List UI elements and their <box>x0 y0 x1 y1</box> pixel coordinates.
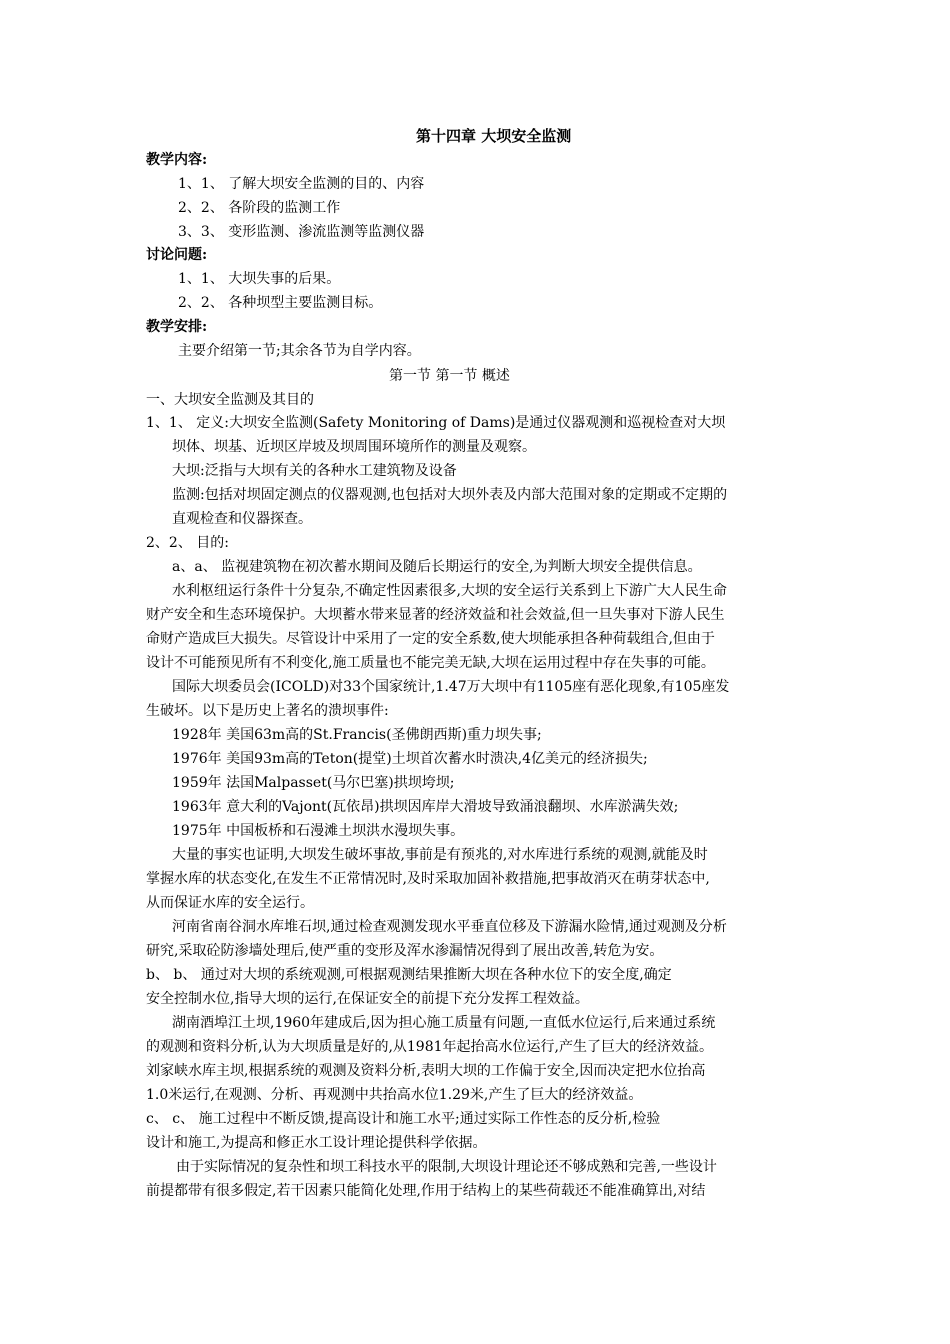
discussion-item: 2、2、 各种坝型主要监测目标。 <box>178 295 383 311</box>
paragraph-line: 大量的事实也证明,大坝发生破坏事故,事前是有预兆的,对水库进行系统的观测,就能及时 <box>172 847 708 863</box>
dam-failure-event: 1975年 中国板桥和石漫滩土坝洪水漫坝失事。 <box>172 823 465 839</box>
paragraph-line: 刘家峡水库主坝,根据系统的观测及资料分析,表明大坝的工作偏于安全,因而决定把水位抬高 <box>146 1063 706 1079</box>
section-title: 第一节 第一节 概述 <box>389 368 510 384</box>
purpose-item-c: c、 c、 施工过程中不断反馈,提高设计和施工水平;通过实际工作性态的反分析,检验 <box>146 1111 661 1127</box>
paragraph-line: 生破坏。以下是历史上著名的溃坝事件: <box>146 703 389 719</box>
teaching-content-item: 3、3、 变形监测、渗流监测等监测仪器 <box>178 224 425 240</box>
dam-definition: 大坝:泛指与大坝有关的各种水工建筑物及设备 <box>172 463 457 479</box>
arrangement-heading: 教学安排: <box>146 319 208 335</box>
dam-failure-event: 1959年 法国Malpasset(马尔巴塞)拱坝垮坝; <box>172 775 455 791</box>
paragraph-line: 设计不可能预见所有不利变化,施工质量也不能完美无缺,大坝在运用过程中存在失事的可能。 <box>146 655 715 671</box>
purpose-item-c: 设计和施工,为提高和修正水工设计理论提供科学依据。 <box>146 1135 487 1151</box>
paragraph-line: 由于实际情况的复杂性和坝工科技水平的限制,大坝设计理论还不够成熟和完善,一些设计 <box>176 1159 717 1175</box>
purpose-item-b: 安全控制水位,指导大坝的运行,在保证安全的前提下充分发挥工程效益。 <box>146 991 589 1007</box>
purpose-heading: 2、2、 目的: <box>146 535 229 551</box>
teaching-content-item: 2、2、 各阶段的监测工作 <box>178 200 341 216</box>
dam-failure-event: 1928年 美国63m高的St.Francis(圣佛朗西斯)重力坝失事; <box>172 727 542 743</box>
discussion-heading: 讨论问题: <box>146 247 208 263</box>
purpose-item-b: b、 b、 通过对大坝的系统观测,可根据观测结果推断大坝在各种水位下的安全度,确定 <box>146 967 672 983</box>
discussion-item: 1、1、 大坝失事的后果。 <box>178 271 341 287</box>
paragraph-line: 命财产造成巨大损失。尽管设计中采用了一定的安全系数,使大坝能承担各种荷载组合,但由于 <box>146 631 715 647</box>
definition-line: 1、1、 定义:大坝安全监测(Safety Monitoring of Dams)是通过仪器观测和巡视检查对大坝 <box>146 415 726 431</box>
dam-failure-event: 1963年 意大利的Vajont(瓦依昂)拱坝因库岸大滑坡导致涌浪翻坝、水库淤满失效; <box>172 799 679 815</box>
paragraph-line: 研究,采取砼防渗墙处理后,使严重的变形及浑水渗漏情况得到了展出改善,转危为安。 <box>146 943 664 959</box>
paragraph-line: 的观测和资料分析,认为大坝质量是好的,从1981年起抬高水位运行,产生了巨大的经济效益。 <box>146 1039 713 1055</box>
paragraph-line: 掌握水库的状态变化,在发生不正常情况时,及时采取加固补救措施,把事故消灭在萌芽状态中, <box>146 871 710 887</box>
paragraph-line: 1.0米运行,在观测、分析、再观测中共抬高水位1.29米,产生了巨大的经济效益。 <box>146 1087 643 1103</box>
paragraph-line: 前提都带有很多假定,若干因素只能简化处理,作用于结构上的某些荷载还不能准确算出,对结 <box>146 1183 706 1199</box>
subsection-heading: 一、大坝安全监测及其目的 <box>146 392 314 408</box>
paragraph-line: 河南省南谷洞水库堆石坝,通过检查观测发现水平垂直位移及下游漏水险情,通过观测及分析 <box>172 919 727 935</box>
paragraph-line: 国际大坝委员会(ICOLD)对33个国家统计,1.47万大坝中有1105座有恶化现象,有105座发 <box>172 679 730 695</box>
paragraph-line: 湖南酒埠江土坝,1960年建成后,因为担心施工质量有问题,一直低水位运行,后来通过系统 <box>172 1015 716 1031</box>
teaching-content-heading: 教学内容: <box>146 152 208 168</box>
arrangement-text: 主要介绍第一节;其余各节为自学内容。 <box>178 343 421 359</box>
dam-failure-event: 1976年 美国93m高的Teton(提堂)土坝首次蓄水时溃决,4亿美元的经济损失; <box>172 751 648 767</box>
definition-line: 坝体、坝基、近坝区岸坡及坝周围环境所作的测量及观察。 <box>172 439 536 455</box>
chapter-title: 第十四章 大坝安全监测 <box>416 127 572 145</box>
monitoring-definition: 监测:包括对坝固定测点的仪器观测,也包括对大坝外表及内部大范围对象的定期或不定期的 <box>172 487 728 503</box>
teaching-content-item: 1、1、 了解大坝安全监测的目的、内容 <box>178 176 425 192</box>
paragraph-line: 从而保证水库的安全运行。 <box>146 895 314 911</box>
purpose-item-a: a、a、 监视建筑物在初次蓄水期间及随后长期运行的安全,为判断大坝安全提供信息。 <box>172 559 702 575</box>
paragraph-line: 水利枢纽运行条件十分复杂,不确定性因素很多,大坝的安全运行关系到上下游广大人民生命 <box>172 583 727 599</box>
monitoring-definition: 直观检查和仪器探查。 <box>172 511 312 527</box>
paragraph-line: 财产安全和生态环境保护。大坝蓄水带来显著的经济效益和社会效益,但一旦失事对下游人民生 <box>146 607 725 623</box>
